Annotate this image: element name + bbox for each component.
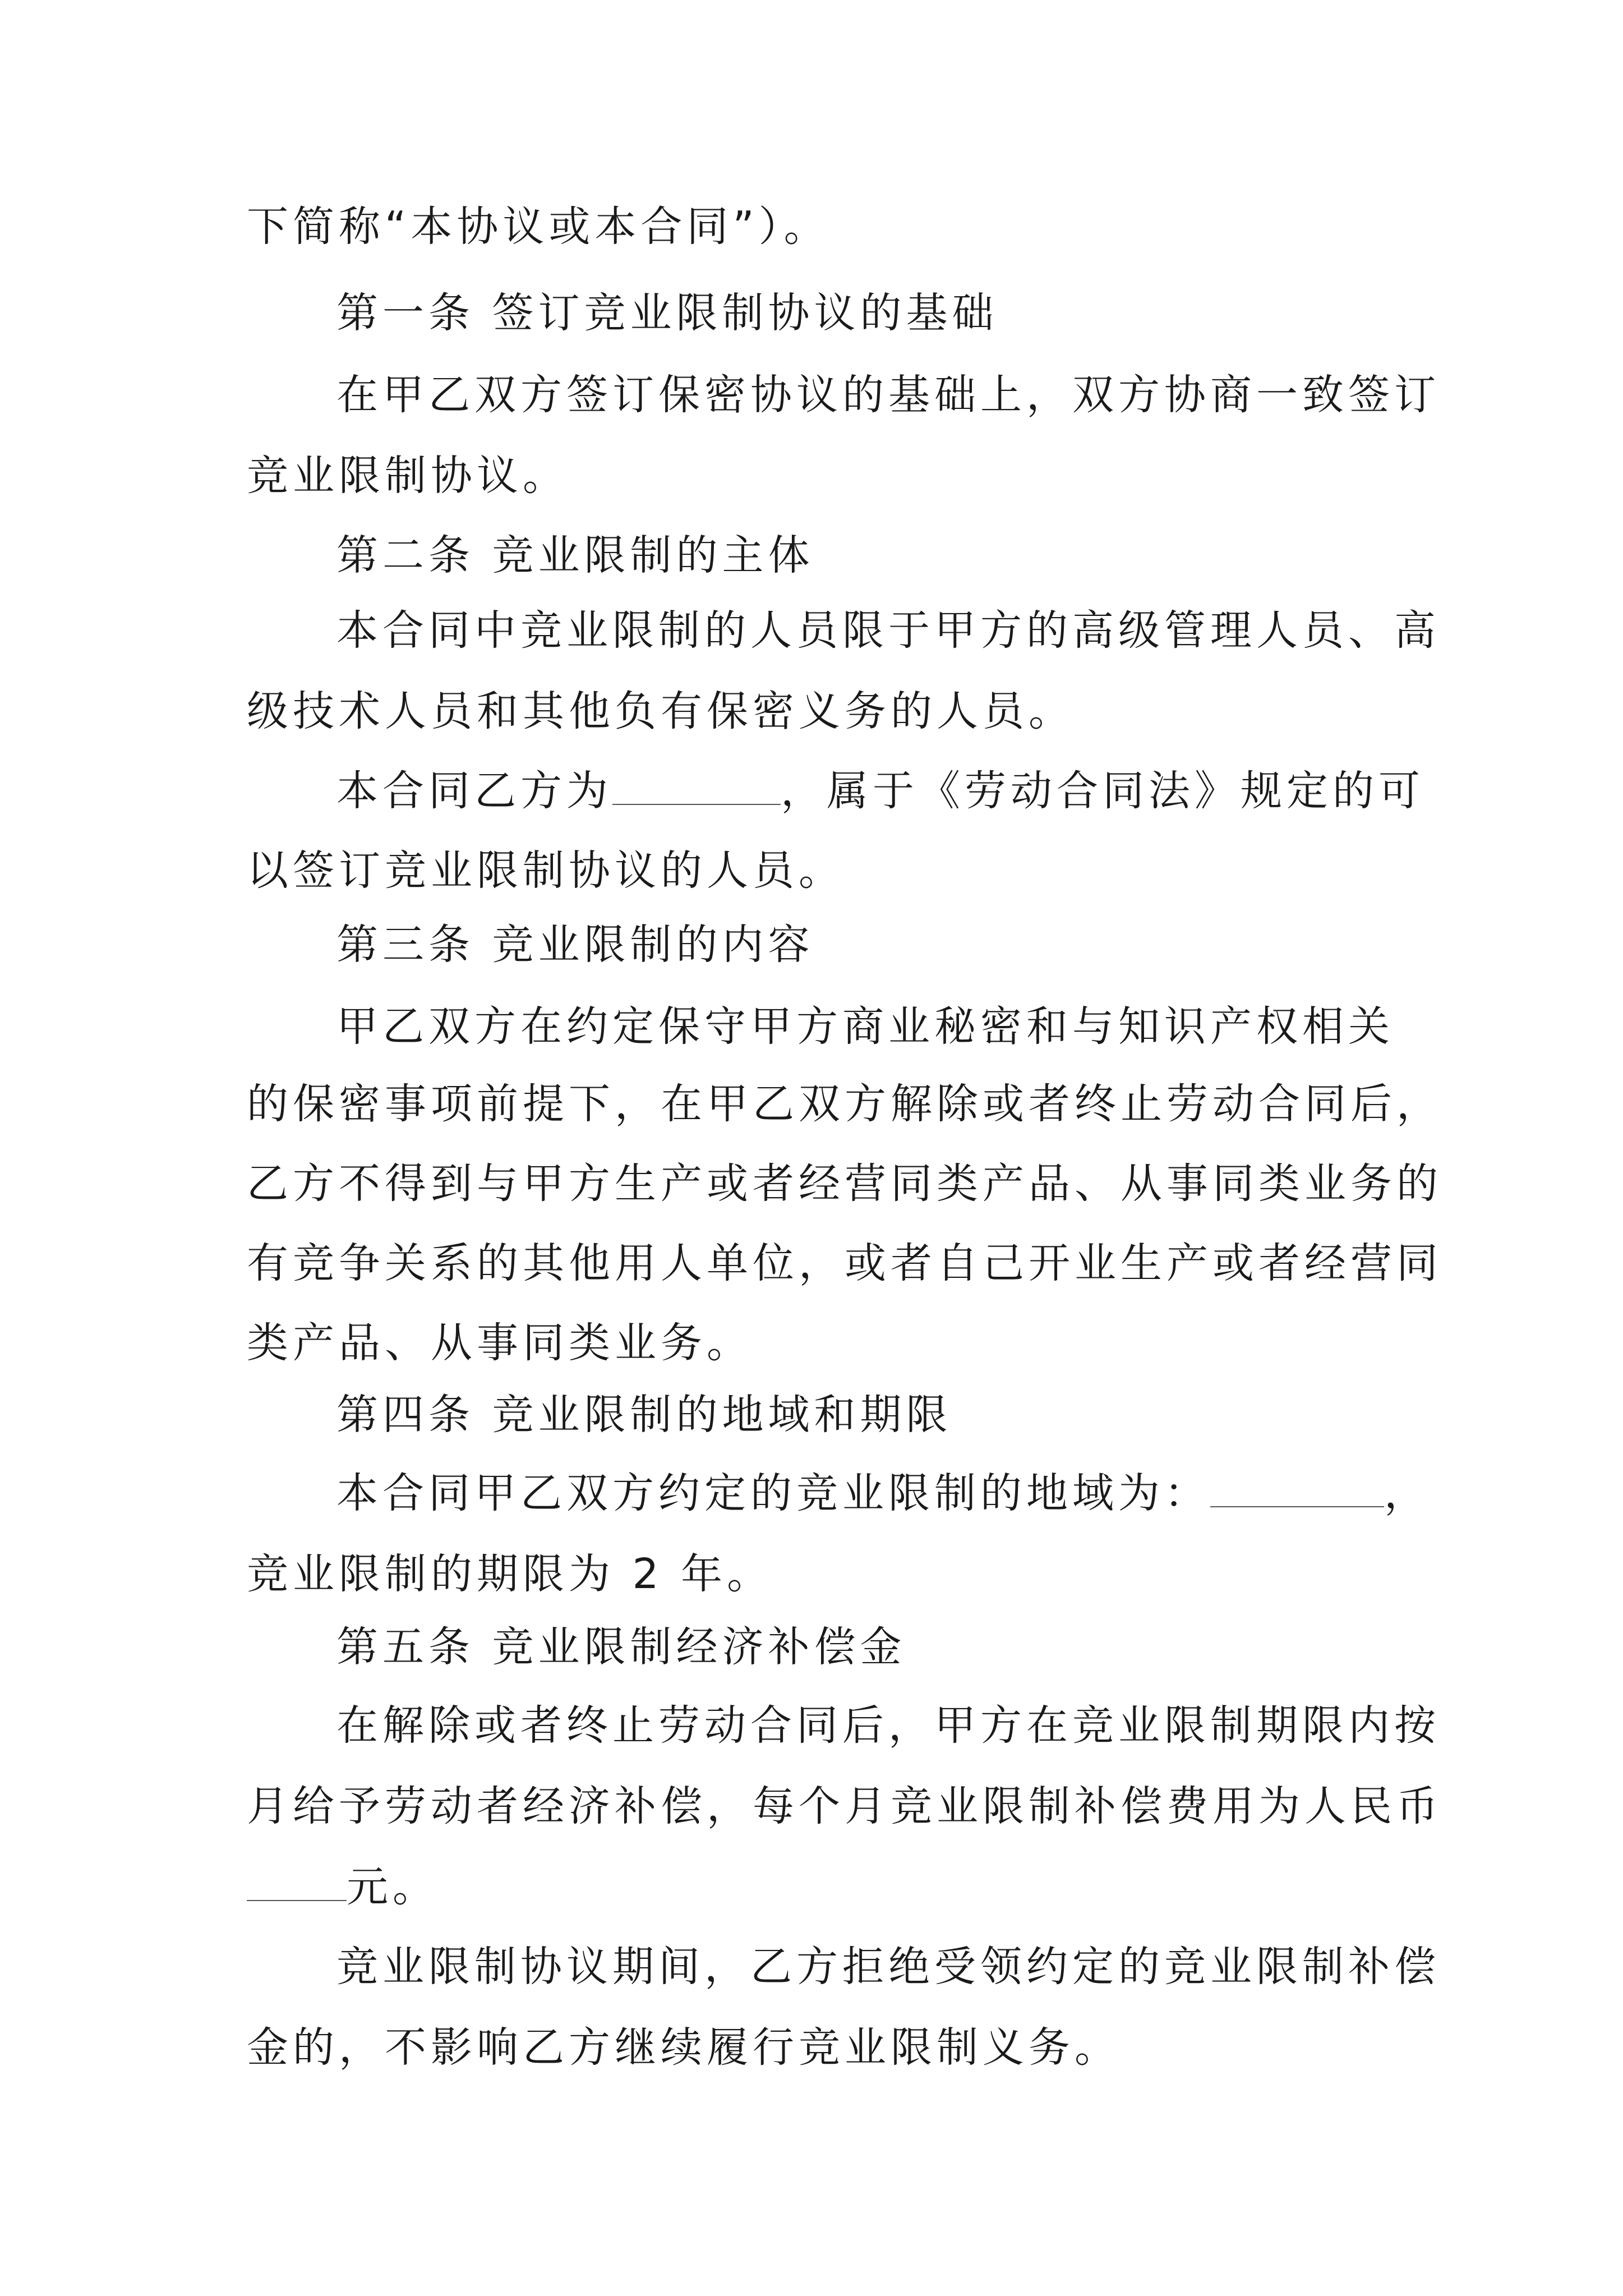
text-line: 甲乙双方在约定保守甲方商业秘密和与知识产权相关 — [336, 1002, 1394, 1051]
text-line: 类产品、从事同类业务。 — [247, 1319, 753, 1367]
text-segment: ，属于《劳动合同法》规定的可 — [781, 767, 1424, 815]
text-line: 竞业限制协议期间，乙方拒绝受领约定的竞业限制补偿 — [336, 1943, 1440, 1991]
text-line: 有竞争关系的其他用人单位，或者自己开业生产或者经营同 — [247, 1239, 1442, 1287]
text-line: 在解除或者终止劳动合同后，甲方在竞业限制期限内按 — [336, 1701, 1440, 1750]
fill-in-blank — [1210, 1471, 1384, 1507]
text-line: 乙方不得到与甲方生产或者经营同类产品、从事同类业务的 — [247, 1159, 1442, 1208]
fill-in-blank — [612, 769, 781, 805]
text-segment: ， — [1384, 1469, 1430, 1517]
text-line: 在甲乙双方签订保密协议的基础上，双方协商一致签订 — [336, 371, 1440, 419]
text-line: 金的，不影响乙方继续履行竞业限制义务。 — [247, 2023, 1121, 2072]
text-segment: 本合同乙方为 — [336, 767, 612, 815]
text-segment: 元。 — [347, 1863, 439, 1911]
text-line: 竞业限制协议。 — [247, 452, 569, 500]
fill-in-blank — [247, 1865, 347, 1901]
text-segment: 本合同甲乙双方约定的竞业限制的地域为： — [336, 1469, 1210, 1517]
text-line: 的保密事项前提下，在甲乙双方解除或者终止劳动合同后， — [247, 1080, 1442, 1128]
text-line — [247, 1860, 439, 1914]
text-line: 本合同中竞业限制的人员限于甲方的高级管理人员、高 — [336, 606, 1440, 655]
text-line: 下简称“本协议或本合同”）。 — [247, 203, 830, 251]
text-line: 级技术人员和其他负有保密义务的人员。 — [247, 687, 1075, 735]
text-line: 以签订竞业限制协议的人员。 — [247, 846, 845, 895]
article-1-heading: 第一条 签订竞业限制协议的基础 — [336, 289, 998, 337]
text-line — [336, 764, 1424, 818]
article-3-heading: 第三条 竞业限制的内容 — [336, 921, 814, 969]
article-5-heading: 第五条 竞业限制经济补偿金 — [336, 1623, 906, 1671]
article-4-heading: 第四条 竞业限制的地域和期限 — [336, 1391, 952, 1439]
text-line: 月给予劳动者经济补偿，每个月竞业限制补偿费用为人民币 — [247, 1782, 1442, 1830]
article-2-heading: 第二条 竞业限制的主体 — [336, 531, 814, 579]
text-line — [336, 1466, 1430, 1520]
text-line: 竞业限制的期限为 2 年。 — [247, 1550, 773, 1598]
